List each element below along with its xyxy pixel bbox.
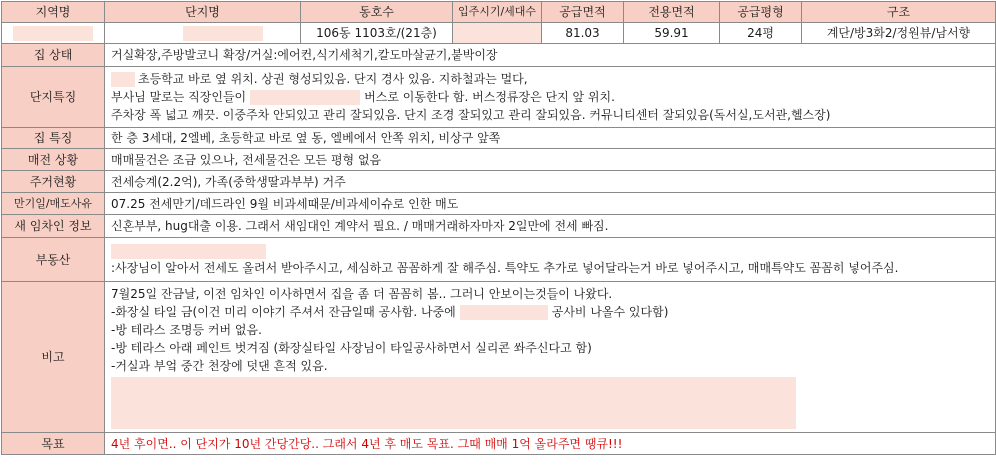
notes-label: 비고 (2, 282, 105, 433)
house-features-row (2, 128, 996, 149)
complex-features-row (2, 67, 996, 128)
supply-pyeong-cell: 24평 (720, 23, 802, 44)
col-exclusive-area-header: 전용면적 (624, 2, 720, 23)
complex-features-label: 단지특징 (2, 67, 105, 128)
listing-status-row (2, 149, 996, 171)
notes-cell (105, 282, 996, 433)
goal-row (2, 433, 996, 455)
agency-row (2, 238, 996, 282)
new-tenant-row (2, 215, 996, 238)
condition-row (2, 44, 996, 67)
condition-label: 집 상태 (2, 44, 105, 67)
col-supply-pyeong-header: 공급평형 (720, 2, 802, 23)
header-row (2, 2, 996, 23)
occupancy-text: 전세승계(2.2억), 가족(중학생딸과부부) 거주 (105, 171, 996, 193)
notes-line4: -방 테라스 아래 페인트 벗겨짐 (화장실타일 사장님이 타일공사하면서 실리콘 쏴주신다고 함) (111, 341, 592, 355)
notes-line2a: -화장실 타일 금(이건 미리 이야기 주셔서 잔금일때 공사함. 나중에 (111, 305, 456, 319)
expiry-text: 07.25 전세만기/데드라인 9월 비과세때문/비과세이슈로 인한 매도 (105, 193, 996, 215)
exclusive-area-cell: 59.91 (624, 23, 720, 44)
structure-cell: 계단/방3화2/정원뷰/남서향 (802, 23, 996, 44)
occupancy-row (2, 171, 996, 193)
house-features-text: 한 층 3세대, 2엘베, 초등학교 바로 옆 동, 엘베에서 안쪽 위치, 비상구 앞쪽 (105, 128, 996, 149)
redacted-note (460, 305, 548, 320)
complex-features-line3: 주차장 폭 넓고 깨끗. 이중주차 안되있고 관리 잘되있음. 단지 조경 잘되있고 관리 잘되있음. 커뮤니티센터 잘되있음(독서실,도서관,헬스장) (111, 108, 831, 122)
complex-features-text (105, 67, 996, 128)
expiry-label: 만기일/매도사유 (2, 193, 105, 215)
listing-status-label: 매전 상황 (2, 149, 105, 171)
redacted-school (111, 72, 135, 87)
new-tenant-label: 새 임차인 정보 (2, 215, 105, 238)
notes-line1: 7월25일 잔금날, 이전 임차인 이사하면서 집을 좀 더 꼼꼼히 봄.. 그러니 안보이는것들이 나왔다. (111, 287, 613, 301)
movein-cell (453, 23, 542, 44)
summary-row (2, 23, 996, 44)
agency-label: 부동산 (2, 238, 105, 282)
occupancy-label: 주거현황 (2, 171, 105, 193)
agency-cell (105, 238, 996, 282)
complex-features-line2a: 부사님 말로는 직장인들이 (111, 90, 247, 104)
col-complex-header: 단지명 (105, 2, 301, 23)
col-unit-header: 동호수 (301, 2, 453, 23)
complex-features-line2b: 버스로 이동한다 함. 버스정류장은 단지 앞 위치. (364, 90, 615, 104)
house-features-label: 집 특징 (2, 128, 105, 149)
redacted-notes-block (111, 377, 796, 429)
notes-row (2, 282, 996, 433)
redacted-workplace (250, 90, 360, 105)
redacted-region (13, 26, 93, 41)
col-structure-header: 구조 (802, 2, 996, 23)
supply-area-cell: 81.03 (542, 23, 624, 44)
condition-text: 거실확장,주방발코니 확장/거실:에어컨,식기세척기,칼도마살균기,붙박이장 (105, 44, 996, 67)
goal-label: 목표 (2, 433, 105, 455)
redacted-agency-name (111, 244, 266, 259)
complex-cell (105, 23, 301, 44)
notes-line5: -거실과 부엌 중간 천장에 덧댄 흔적 있음. (111, 359, 328, 373)
complex-features-line1: 초등학교 바로 옆 위치. 상권 형성되있음. 단지 경사 있음. 지하철과는 멀다, (138, 72, 528, 86)
col-region-header: 지역명 (2, 2, 105, 23)
col-movein-header: 입주시기/세대수 (453, 2, 542, 23)
unit-cell: 106동 1103호/(21층) (301, 23, 453, 44)
col-supply-area-header: 공급면적 (542, 2, 624, 23)
listing-status-text: 매매물건은 조금 있으나, 전세물건은 모든 평형 없음 (105, 149, 996, 171)
expiry-row (2, 193, 996, 215)
notes-line2b: 공사비 나올수 있다함) (551, 305, 669, 319)
property-record-table (1, 1, 996, 455)
new-tenant-text: 신혼부부, hug대출 이용. 그래서 새임대인 계약서 필요. / 매매거래하자마자 2일만에 전세 빠짐. (105, 215, 996, 238)
notes-line3: -방 테라스 조명등 커버 없음. (111, 323, 262, 337)
redacted-complex (183, 26, 263, 41)
region-cell (2, 23, 105, 44)
agency-text: :사장님이 알아서 전세도 올려서 받아주시고, 세심하고 꼼꼼하게 잘 해주심. 특약도 추가로 넣어달라는거 바로 넣어주시고, 매매특약도 꼼꼼히 넣어주심. (111, 260, 899, 275)
goal-text: 4년 후이면.. 이 단지가 10년 간당간당.. 그래서 4년 후 매도 목표. 그때 매매 1억 올라주면 땡큐!!! (105, 433, 996, 455)
